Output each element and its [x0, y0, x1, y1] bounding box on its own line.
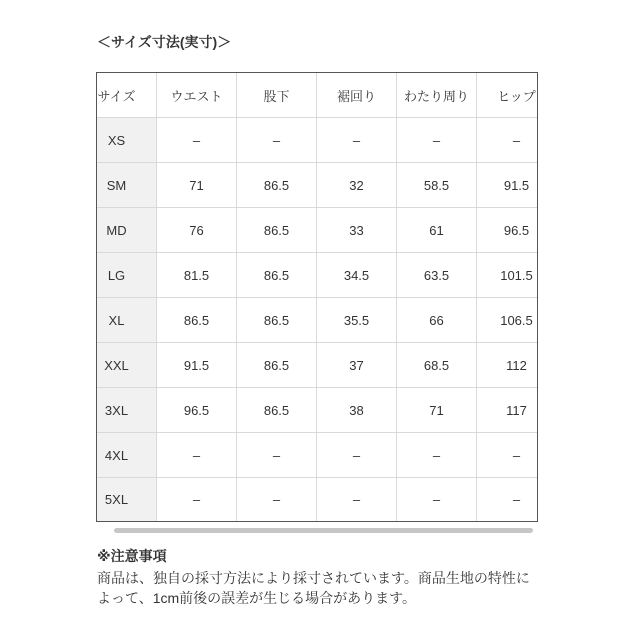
size-table-container	[96, 72, 538, 522]
measurement-hem: 32	[317, 163, 397, 208]
measurement-hem: 37	[317, 343, 397, 388]
measurement-inseam: 86.5	[237, 343, 317, 388]
measurement-hem: –	[317, 433, 397, 478]
measurement-waist: 71	[157, 163, 237, 208]
size-label: 4XL	[97, 433, 157, 478]
measurement-thigh: 63.5	[397, 253, 477, 298]
column-header-thigh: わたり周り	[397, 73, 477, 118]
measurement-waist: 86.5	[157, 298, 237, 343]
measurement-waist: 76	[157, 208, 237, 253]
measurement-hem: 33	[317, 208, 397, 253]
measurement-hip: 96.5	[477, 208, 538, 253]
measurement-hem: 34.5	[317, 253, 397, 298]
size-label: XL	[97, 298, 157, 343]
measurement-waist: –	[157, 118, 237, 163]
column-header-size: サイズ	[97, 73, 157, 118]
size-chart-title: ＜サイズ寸法(実寸)＞	[97, 34, 232, 50]
measurement-thigh: 58.5	[397, 163, 477, 208]
measurement-thigh: –	[397, 478, 477, 521]
measurement-hem: 38	[317, 388, 397, 433]
measurement-inseam: 86.5	[237, 208, 317, 253]
measurement-hip: 101.5	[477, 253, 538, 298]
measurement-hem: 35.5	[317, 298, 397, 343]
scrollbar-thumb[interactable]	[114, 528, 533, 533]
measurement-waist: –	[157, 433, 237, 478]
measurement-inseam: –	[237, 118, 317, 163]
size-label: XS	[97, 118, 157, 163]
measurement-inseam: –	[237, 433, 317, 478]
measurement-hip: 91.5	[477, 163, 538, 208]
measurement-waist: –	[157, 478, 237, 521]
size-label: 5XL	[97, 478, 157, 521]
measurement-hip: 112	[477, 343, 538, 388]
column-header-inseam: 股下	[237, 73, 317, 118]
measurement-hip: –	[477, 433, 538, 478]
column-header-hip: ヒップ	[477, 73, 538, 118]
notes-text-line: 商品は、独自の採寸方法により採寸されています。商品生地の特性に	[97, 570, 530, 586]
measurement-hip: –	[477, 118, 538, 163]
measurement-inseam: 86.5	[237, 388, 317, 433]
notes-heading: ※注意事項	[97, 548, 167, 564]
measurement-hip: –	[477, 478, 538, 521]
size-label: LG	[97, 253, 157, 298]
measurement-thigh: –	[397, 433, 477, 478]
measurement-inseam: 86.5	[237, 298, 317, 343]
measurement-inseam: –	[237, 478, 317, 521]
measurement-waist: 96.5	[157, 388, 237, 433]
size-label: SM	[97, 163, 157, 208]
measurement-hip: 106.5	[477, 298, 538, 343]
measurement-inseam: 86.5	[237, 163, 317, 208]
measurement-hip: 117	[477, 388, 538, 433]
column-header-hem: 裾回り	[317, 73, 397, 118]
size-label: XXL	[97, 343, 157, 388]
size-table	[97, 73, 538, 521]
measurement-thigh: 66	[397, 298, 477, 343]
measurement-thigh: 61	[397, 208, 477, 253]
measurement-thigh: –	[397, 118, 477, 163]
measurement-waist: 81.5	[157, 253, 237, 298]
measurement-inseam: 86.5	[237, 253, 317, 298]
measurement-waist: 91.5	[157, 343, 237, 388]
measurement-thigh: 71	[397, 388, 477, 433]
horizontal-scrollbar[interactable]	[97, 526, 537, 535]
measurement-hem: –	[317, 118, 397, 163]
notes-text-line: よって、1cm前後の誤差が生じる場合があります。	[97, 590, 417, 606]
size-label: MD	[97, 208, 157, 253]
column-header-waist: ウエスト	[157, 73, 237, 118]
measurement-hem: –	[317, 478, 397, 521]
size-label: 3XL	[97, 388, 157, 433]
measurement-thigh: 68.5	[397, 343, 477, 388]
